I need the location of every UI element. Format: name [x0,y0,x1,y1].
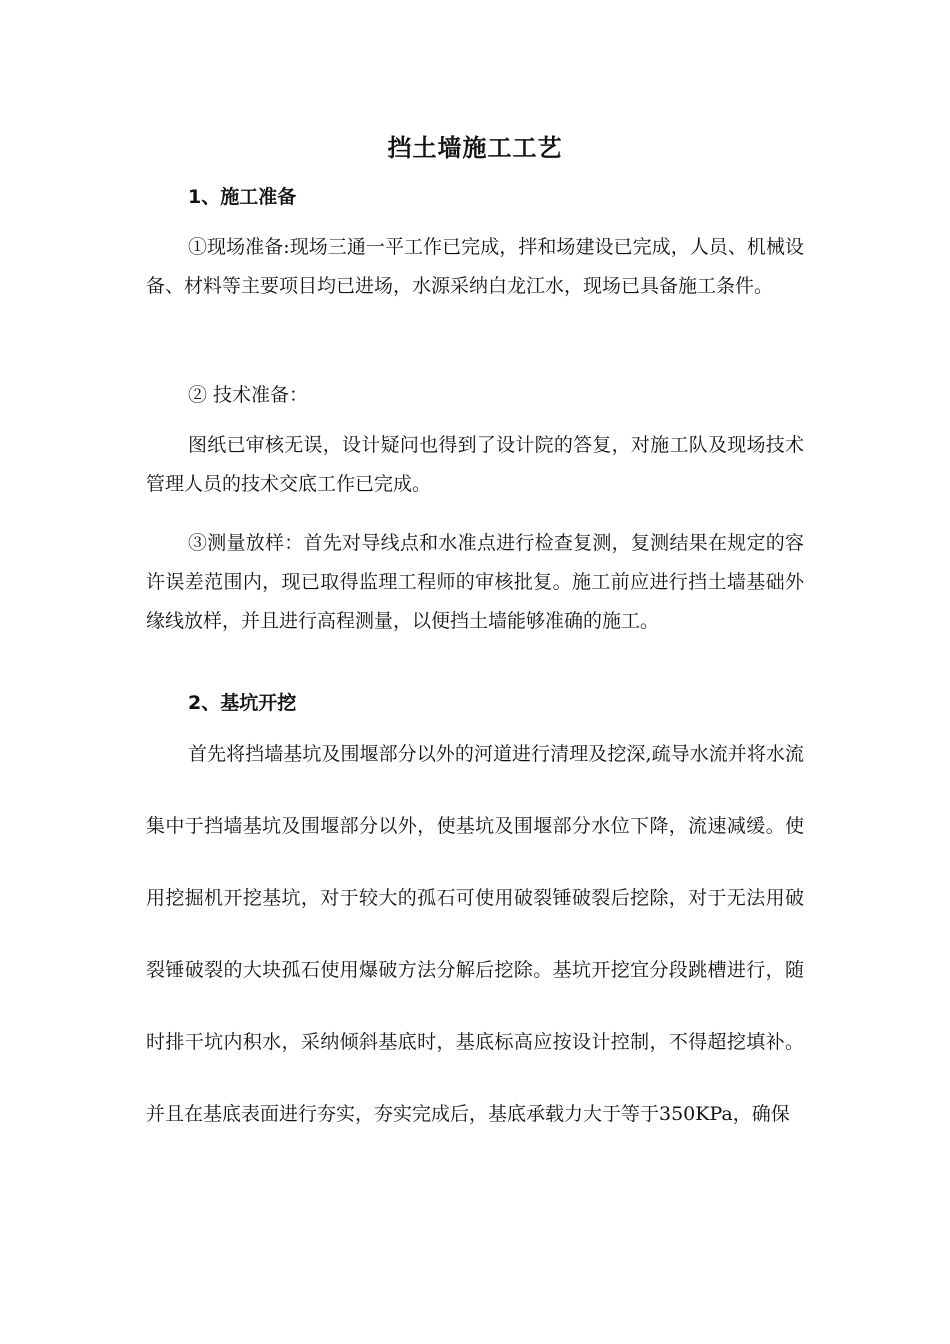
paragraph-excavation: 首先将挡墙基坑及围堰部分以外的河道进行清理及挖深,疏导水流并将水流集中于挡墙基坑及围堰部分以外，使基坑及围堰部分水位下降，流速减缓。使用挖掘机开挖基坑，对于较大的孤石可使用破裂锤破裂后挖除，对于无法用破裂锤破裂的大块孤石使用爆破方法分解后挖除。基坑开挖宜分段跳槽进行，随时排干坑内积水，采纳倾斜基底时，基底标高应按设计控制，不得超挖填补。并且在基底表面进行夯实，夯实完成后，基底承载力大于等于350KPa，确保 [146,743,804,1125]
section-heading-excavation: 2、基坑开挖 [188,692,297,714]
paragraph-technical-preparation: 图纸已审核无误，设计疑问也得到了设计院的答复，对施工队及现场技术管理人员的技术交底工作已完成。 [146,434,804,495]
paragraph-site-preparation: ①现场准备:现场三通一平工作已完成，拌和场建设已完成，人员、机械设备、材料等主要项目均已进场，水源采纳白龙江水，现场已具备施工条件。 [146,236,804,297]
technical-preparation-label: ② 技术准备： [188,384,309,406]
paragraph-survey-layout: ③测量放样：首先对导线点和水准点进行检查复测，复测结果在规定的容许误差范围内，现已取得监理工程师的审核批复。施工前应进行挡土墙基础外缘线放样，并且进行高程测量，以便挡土墙能够准确的施工。 [146,532,804,632]
document-title: 挡土墙施工工艺 [387,134,563,162]
section-heading-preparation: 1、施工准备 [188,186,297,208]
